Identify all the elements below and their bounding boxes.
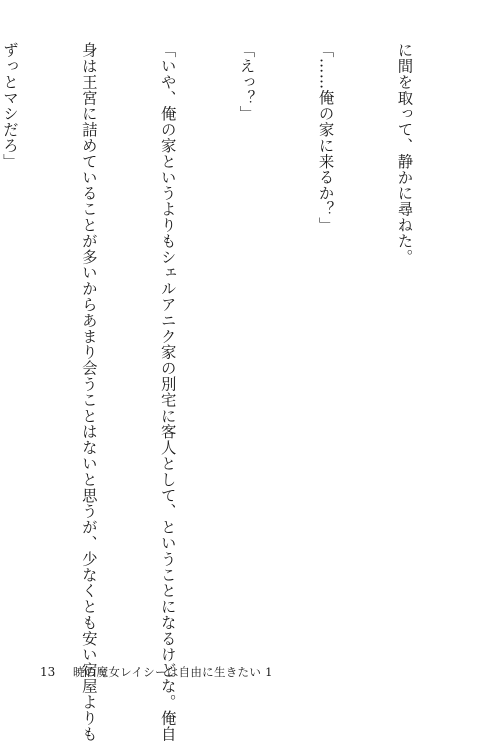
text-line: 「えっ？」 (237, 42, 256, 122)
page-footer (40, 664, 273, 680)
running-title: 暁の魔女レイシーは自由に生きたい 1 (72, 665, 273, 679)
text-line: 「いや、俺の家というよりもシェルアニク家の別宅に客人として、ということになるけどな。俺自 (158, 42, 177, 742)
text-line: 「……俺の家に来るか？」 (316, 42, 335, 233)
text-line: に間を取って、静かに尋ねた。 (395, 42, 414, 265)
text-line: ずっとマシだろ」 (0, 42, 19, 170)
text-line: 身は王宮に詰めていることが多いからあまり会うことはないと思うが、少なくとも安い宿屋よりも (79, 42, 98, 742)
page-number: 13 (40, 665, 56, 679)
